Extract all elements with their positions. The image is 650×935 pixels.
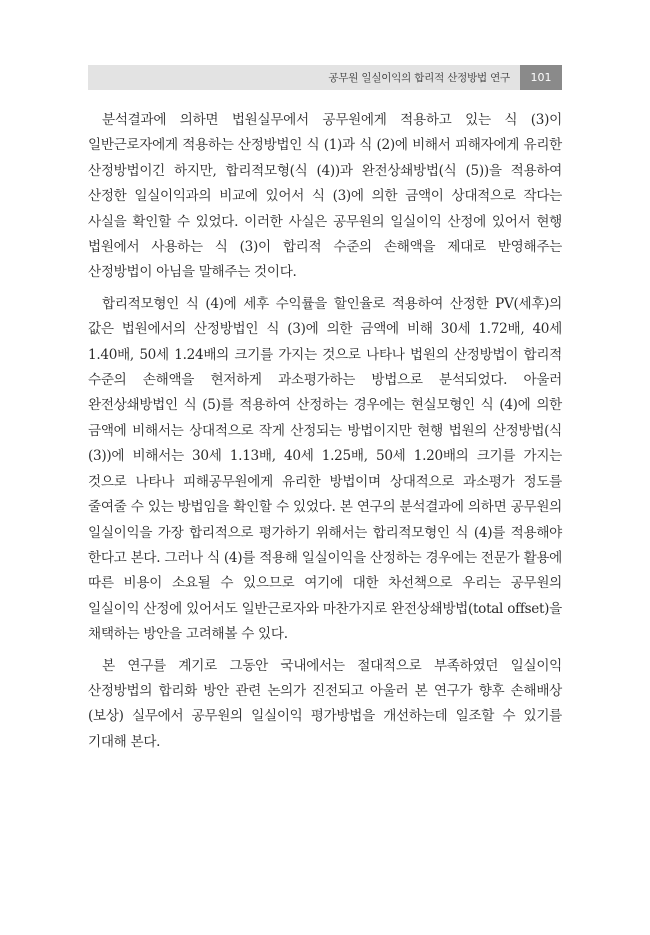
body-text [88,108,562,761]
running-header-title: 공무원 일실이익의 합리적 산정방법 연구 [328,72,510,84]
paragraph: 본 연구를 계기로 그동안 국내에서는 절대적으로 부족하였던 일실이익 산정방법의 합리화 방안 관련 논의가 진전되고 아울러 본 연구가 향후 손해배상(보상) 실무에서 공무원의 일실이익 평가방법을 개선하는데 일조할 수 있기를 기대해 본다. [88,657,562,750]
paragraph: 분석결과에 의하면 법원실무에서 공무원에게 적용하고 있는 식 (3)이 일반근로자에게 적용하는 산정방법인 식 (1)과 식 (2)에 비해서 피해자에게 유리한 산정방법이긴 하지만, 합리적모형(식 (4))과 완전상쇄방법(식 (5))을 적용하여 산정한 일실이익과의 비교에 있어서 식 (3)에 의한 금액이 상대적으로 작다는 사실을 확인할 수 있었다. 이러한 사실은 공무원의 일실이익 산정에 있어서 현행 법원에서 사용하는 식 (3)이 합리적 수준의 손해액을 제대로 반영해주는 산정방법이 아님을 말해주는 것이다. [88,112,562,281]
paragraph: 합리적모형인 식 (4)에 세후 수익률을 할인율로 적용하여 산정한 PV(세후)의 값은 법원에서의 산정방법인 식 (3)에 의한 금액에 비해 30세 1.72배, 40세 1.40배, 50세 1.24배의 크기를 가지는 것으로 나타나 법원의 산정방법이 합리적 수준의 손해액을 현저하게 과소평가하는 방법으로 분석되었다. 아울러 완전상쇄방법인 식 (5)를 적용하여 산정하는 경우에는 현실모형인 식 (4)에 의한 금액에 비해서는 상대적으로 작게 산정되는 방법이지만 현행 법원의 산정방법(식 (3))에 비해서는 30세 1.13배, 40세 1.25배, 50세 1.20배의 크기를 가지는 것으로 나타나 피해공무원에게 유리한 방법이며 상대적으로 과소평가 정도를 줄여줄 수 있는 방법임을 확인할 수 있었다. 본 연구의 분석결과에 의하면 공무원의 일실이익을 가장 합리적으로 평가하기 위해서는 합리적모형인 식 (4)를 적용해야 한다고 본다. 그러나 식 (4)를 적용해 일실이익을 산정하는 경우에는 전문가 활용에 따른 비용이 소요될 수 있으므로 여기에 대한 차선책으로 우리는 공무원의 일실이익 산정에 있어서도 일반근로자와 마찬가지로 완전상쇄방법(total offset)을 채택하는 방안을 고려해볼 수 있다. [88,295,562,643]
running-header [88,65,562,90]
page-number: 101 [520,65,562,90]
